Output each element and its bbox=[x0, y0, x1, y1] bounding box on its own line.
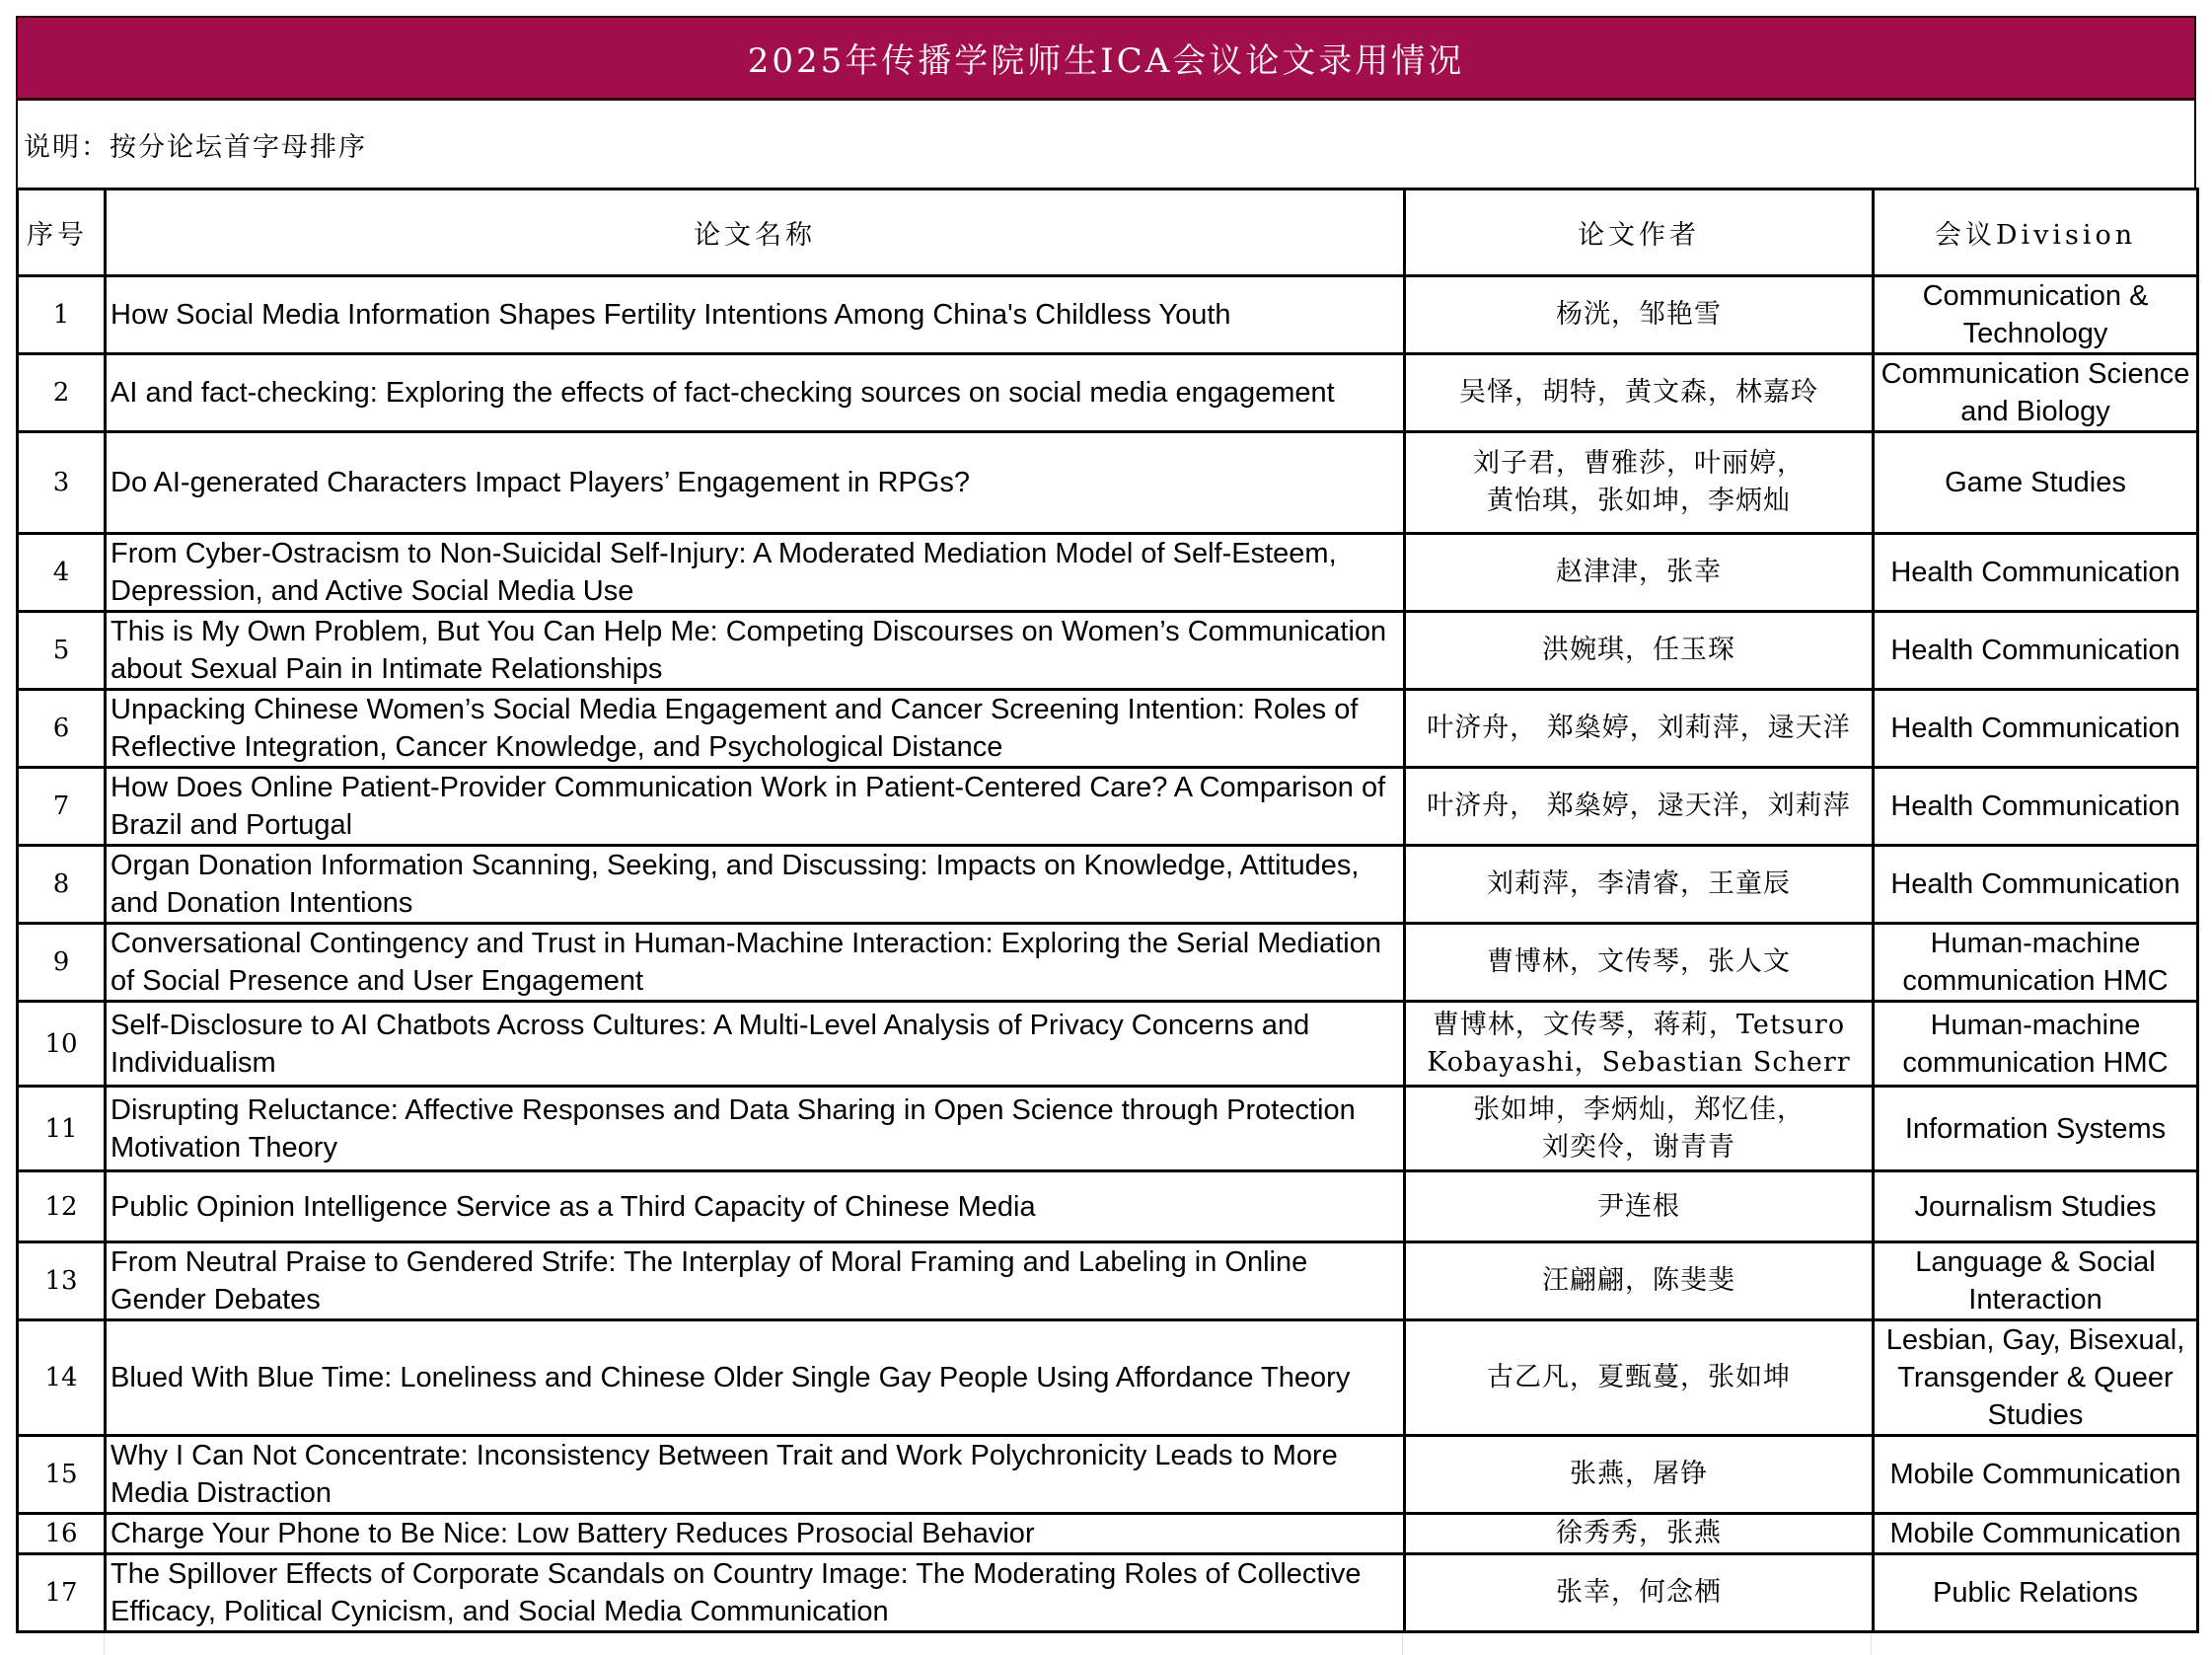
cell-division[interactable]: Mobile Communication bbox=[1874, 1514, 2198, 1554]
author-line: 吴怿，胡特，黄文森，林嘉玲 bbox=[1459, 377, 1818, 408]
cell-division[interactable]: Information Systems bbox=[1874, 1087, 2198, 1171]
spreadsheet bbox=[16, 16, 2196, 1655]
table-row bbox=[18, 1436, 2198, 1514]
cell-num[interactable]: 5 bbox=[18, 612, 106, 690]
author-line: 叶济舟， 郑燊婷，刘莉萍，逯天洋 bbox=[1427, 713, 1851, 743]
cell-division[interactable]: Communication & Technology bbox=[1874, 276, 2198, 354]
cell-authors[interactable] bbox=[1405, 768, 1874, 846]
cell-division[interactable]: Human-machine communication HMC bbox=[1874, 924, 2198, 1002]
table-row bbox=[18, 354, 2198, 432]
header-row bbox=[18, 189, 2198, 276]
table-row bbox=[18, 1554, 2198, 1632]
cell-paper-title[interactable]: The Spillover Effects of Corporate Scandals on Country Image: The Moderating Roles of Collective Efficacy, Political Cynicism, and Social Media Communication bbox=[106, 1554, 1405, 1632]
cell-authors[interactable] bbox=[1405, 432, 1874, 534]
cell-num[interactable]: 6 bbox=[18, 690, 106, 768]
author-line: 刘莉萍，李清睿，王童辰 bbox=[1487, 868, 1791, 899]
cell-authors[interactable] bbox=[1405, 690, 1874, 768]
author-line: 古乙凡，夏甄蔓，张如坤 bbox=[1487, 1362, 1791, 1392]
cell-authors[interactable] bbox=[1405, 1087, 1874, 1171]
author-line: 叶济舟， 郑燊婷，逯天洋，刘莉萍 bbox=[1427, 790, 1851, 821]
author-line: 曹博林，文传琴，张人文 bbox=[1487, 946, 1791, 977]
cell-paper-title[interactable]: Do AI-generated Characters Impact Players’ Engagement in RPGs? bbox=[106, 432, 1405, 534]
cell-authors[interactable] bbox=[1405, 612, 1874, 690]
table-row bbox=[18, 1087, 2198, 1171]
cell-authors[interactable] bbox=[1405, 1514, 1874, 1554]
author-line: 赵津津，张幸 bbox=[1556, 557, 1722, 587]
column-header-num[interactable]: 序号 bbox=[18, 189, 106, 276]
cell-division[interactable]: Mobile Communication bbox=[1874, 1436, 2198, 1514]
author-line: 杨洸，邹艳雪 bbox=[1556, 299, 1722, 330]
column-header-paper-title[interactable]: 论文名称 bbox=[106, 189, 1405, 276]
cell-paper-title[interactable]: Charge Your Phone to Be Nice: Low Battery Reduces Prosocial Behavior bbox=[106, 1514, 1405, 1554]
cell-num[interactable]: 3 bbox=[18, 432, 106, 534]
table-body bbox=[18, 276, 2198, 1632]
cell-num[interactable]: 4 bbox=[18, 534, 106, 612]
table-row bbox=[18, 768, 2198, 846]
cell-paper-title[interactable]: Self-Disclosure to AI Chatbots Across Cultures: A Multi-Level Analysis of Privacy Concerns and Individualism bbox=[106, 1002, 1405, 1087]
cell-paper-title[interactable]: How Does Online Patient-Provider Communication Work in Patient-Centered Care? A Comparison of Brazil and Portugal bbox=[106, 768, 1405, 846]
cell-num[interactable]: 11 bbox=[18, 1087, 106, 1171]
table-row bbox=[18, 1514, 2198, 1554]
cell-num[interactable]: 12 bbox=[18, 1171, 106, 1242]
cell-paper-title[interactable]: From Neutral Praise to Gendered Strife: The Interplay of Moral Framing and Labeling in Online Gender Debates bbox=[106, 1242, 1405, 1320]
cell-division[interactable]: Communication Science and Biology bbox=[1874, 354, 2198, 432]
title-bar bbox=[16, 16, 2196, 101]
cell-division[interactable]: Health Communication bbox=[1874, 612, 2198, 690]
table-row bbox=[18, 846, 2198, 924]
cell-num[interactable]: 14 bbox=[18, 1320, 106, 1436]
cell-authors[interactable] bbox=[1405, 1002, 1874, 1087]
cell-authors[interactable] bbox=[1405, 276, 1874, 354]
cell-num[interactable]: 7 bbox=[18, 768, 106, 846]
table-row bbox=[18, 276, 2198, 354]
cell-paper-title[interactable]: From Cyber-Ostracism to Non-Suicidal Self-Injury: A Moderated Mediation Model of Self-Esteem, Depression, and Active Social Media Use bbox=[106, 534, 1405, 612]
cell-paper-title[interactable]: AI and fact-checking: Exploring the effects of fact-checking sources on social media engagement bbox=[106, 354, 1405, 432]
cell-authors[interactable] bbox=[1405, 924, 1874, 1002]
author-line: 张如坤，李炳灿，郑忆佳， bbox=[1473, 1093, 1805, 1125]
author-line: 汪翩翩，陈斐斐 bbox=[1542, 1265, 1735, 1296]
cell-authors[interactable] bbox=[1405, 534, 1874, 612]
cell-paper-title[interactable]: Why I Can Not Concentrate: Inconsistency Between Trait and Work Polychronicity Leads to More Media Distraction bbox=[106, 1436, 1405, 1514]
author-line: 张燕，屠铮 bbox=[1570, 1459, 1708, 1489]
cell-division[interactable]: Public Relations bbox=[1874, 1554, 2198, 1632]
table-row bbox=[18, 924, 2198, 1002]
author-line: 尹连根 bbox=[1597, 1190, 1680, 1222]
cell-authors[interactable] bbox=[1405, 1171, 1874, 1242]
cell-paper-title[interactable]: Organ Donation Information Scanning, Seeking, and Discussing: Impacts on Knowledge, Attitudes, and Donation Intentions bbox=[106, 846, 1405, 924]
empty-row-area bbox=[16, 1633, 2196, 1655]
cell-authors[interactable] bbox=[1405, 1554, 1874, 1632]
sort-note: 说明：按分论坛首字母排序 bbox=[24, 131, 367, 163]
cell-num[interactable]: 17 bbox=[18, 1554, 106, 1632]
table-row bbox=[18, 612, 2198, 690]
papers-table bbox=[16, 188, 2199, 1633]
cell-num[interactable]: 10 bbox=[18, 1002, 106, 1087]
cell-paper-title[interactable]: Conversational Contingency and Trust in Human-Machine Interaction: Exploring the Serial Mediation of Social Presence and User Engagement bbox=[106, 924, 1405, 1002]
cell-paper-title[interactable]: Blued With Blue Time: Loneliness and Chinese Older Single Gay People Using Affordance Theory bbox=[106, 1320, 1405, 1436]
table-row bbox=[18, 432, 2198, 534]
cell-authors[interactable] bbox=[1405, 1436, 1874, 1514]
cell-division[interactable]: Game Studies bbox=[1874, 432, 2198, 534]
cell-num[interactable]: 2 bbox=[18, 354, 106, 432]
cell-division[interactable]: Health Communication bbox=[1874, 690, 2198, 768]
author-line: 徐秀秀，张燕 bbox=[1556, 1518, 1722, 1548]
table-row bbox=[18, 690, 2198, 768]
cell-paper-title[interactable]: How Social Media Information Shapes Fertility Intentions Among China's Childless Youth bbox=[106, 276, 1405, 354]
cell-num[interactable]: 8 bbox=[18, 846, 106, 924]
table-row bbox=[18, 1002, 2198, 1087]
table-row bbox=[18, 534, 2198, 612]
cell-paper-title[interactable]: Unpacking Chinese Women’s Social Media Engagement and Cancer Screening Intention: Roles of Reflective Integration, Cancer Knowledge, and Psychological Distance bbox=[106, 690, 1405, 768]
cell-division[interactable]: Language & Social Interaction bbox=[1874, 1242, 2198, 1320]
cell-paper-title[interactable]: Public Opinion Intelligence Service as a Third Capacity of Chinese Media bbox=[106, 1171, 1405, 1242]
table-row bbox=[18, 1242, 2198, 1320]
column-header-division[interactable]: 会议Division bbox=[1874, 189, 2198, 276]
cell-num[interactable]: 13 bbox=[18, 1242, 106, 1320]
author-line: Kobayashi，Sebastian Scherr bbox=[1427, 1046, 1851, 1078]
cell-division[interactable]: Journalism Studies bbox=[1874, 1171, 2198, 1242]
table-row bbox=[18, 1320, 2198, 1436]
table-row bbox=[18, 1171, 2198, 1242]
cell-num[interactable]: 9 bbox=[18, 924, 106, 1002]
cell-division[interactable]: Health Communication bbox=[1874, 768, 2198, 846]
page-title: 2025年传播学院师生ICA会议论文录用情况 bbox=[747, 41, 1465, 81]
cell-paper-title[interactable]: Disrupting Reluctance: Affective Responses and Data Sharing in Open Science through Protection Motivation Theory bbox=[106, 1087, 1405, 1171]
cell-division[interactable]: Health Communication bbox=[1874, 534, 2198, 612]
cell-division[interactable]: Lesbian, Gay, Bisexual, Transgender & Queer Studies bbox=[1874, 1320, 2198, 1436]
author-line: 洪婉琪，任玉琛 bbox=[1542, 635, 1735, 665]
cell-authors[interactable] bbox=[1405, 354, 1874, 432]
cell-num[interactable]: 16 bbox=[18, 1514, 106, 1554]
author-line: 张幸，何念栖 bbox=[1556, 1577, 1722, 1608]
cell-authors[interactable] bbox=[1405, 1320, 1874, 1436]
cell-num[interactable]: 15 bbox=[18, 1436, 106, 1514]
author-line: 黄怡琪，张如坤，李炳灿 bbox=[1487, 486, 1791, 516]
cell-division[interactable]: Health Communication bbox=[1874, 846, 2198, 924]
cell-num[interactable]: 1 bbox=[18, 276, 106, 354]
note-row bbox=[16, 101, 2196, 188]
author-line: 曹博林，文传琴，蒋莉，Tetsuro bbox=[1432, 1009, 1846, 1040]
cell-division[interactable]: Human-machine communication HMC bbox=[1874, 1002, 2198, 1087]
author-line: 刘奕伶，谢青青 bbox=[1542, 1131, 1735, 1163]
cell-authors[interactable] bbox=[1405, 1242, 1874, 1320]
author-line: 刘子君，曹雅莎，叶丽婷， bbox=[1473, 448, 1805, 479]
column-header-authors[interactable]: 论文作者 bbox=[1405, 189, 1874, 276]
cell-paper-title[interactable]: This is My Own Problem, But You Can Help Me: Competing Discourses on Women’s Communication about Sexual Pain in Intimate Relationships bbox=[106, 612, 1405, 690]
cell-authors[interactable] bbox=[1405, 846, 1874, 924]
